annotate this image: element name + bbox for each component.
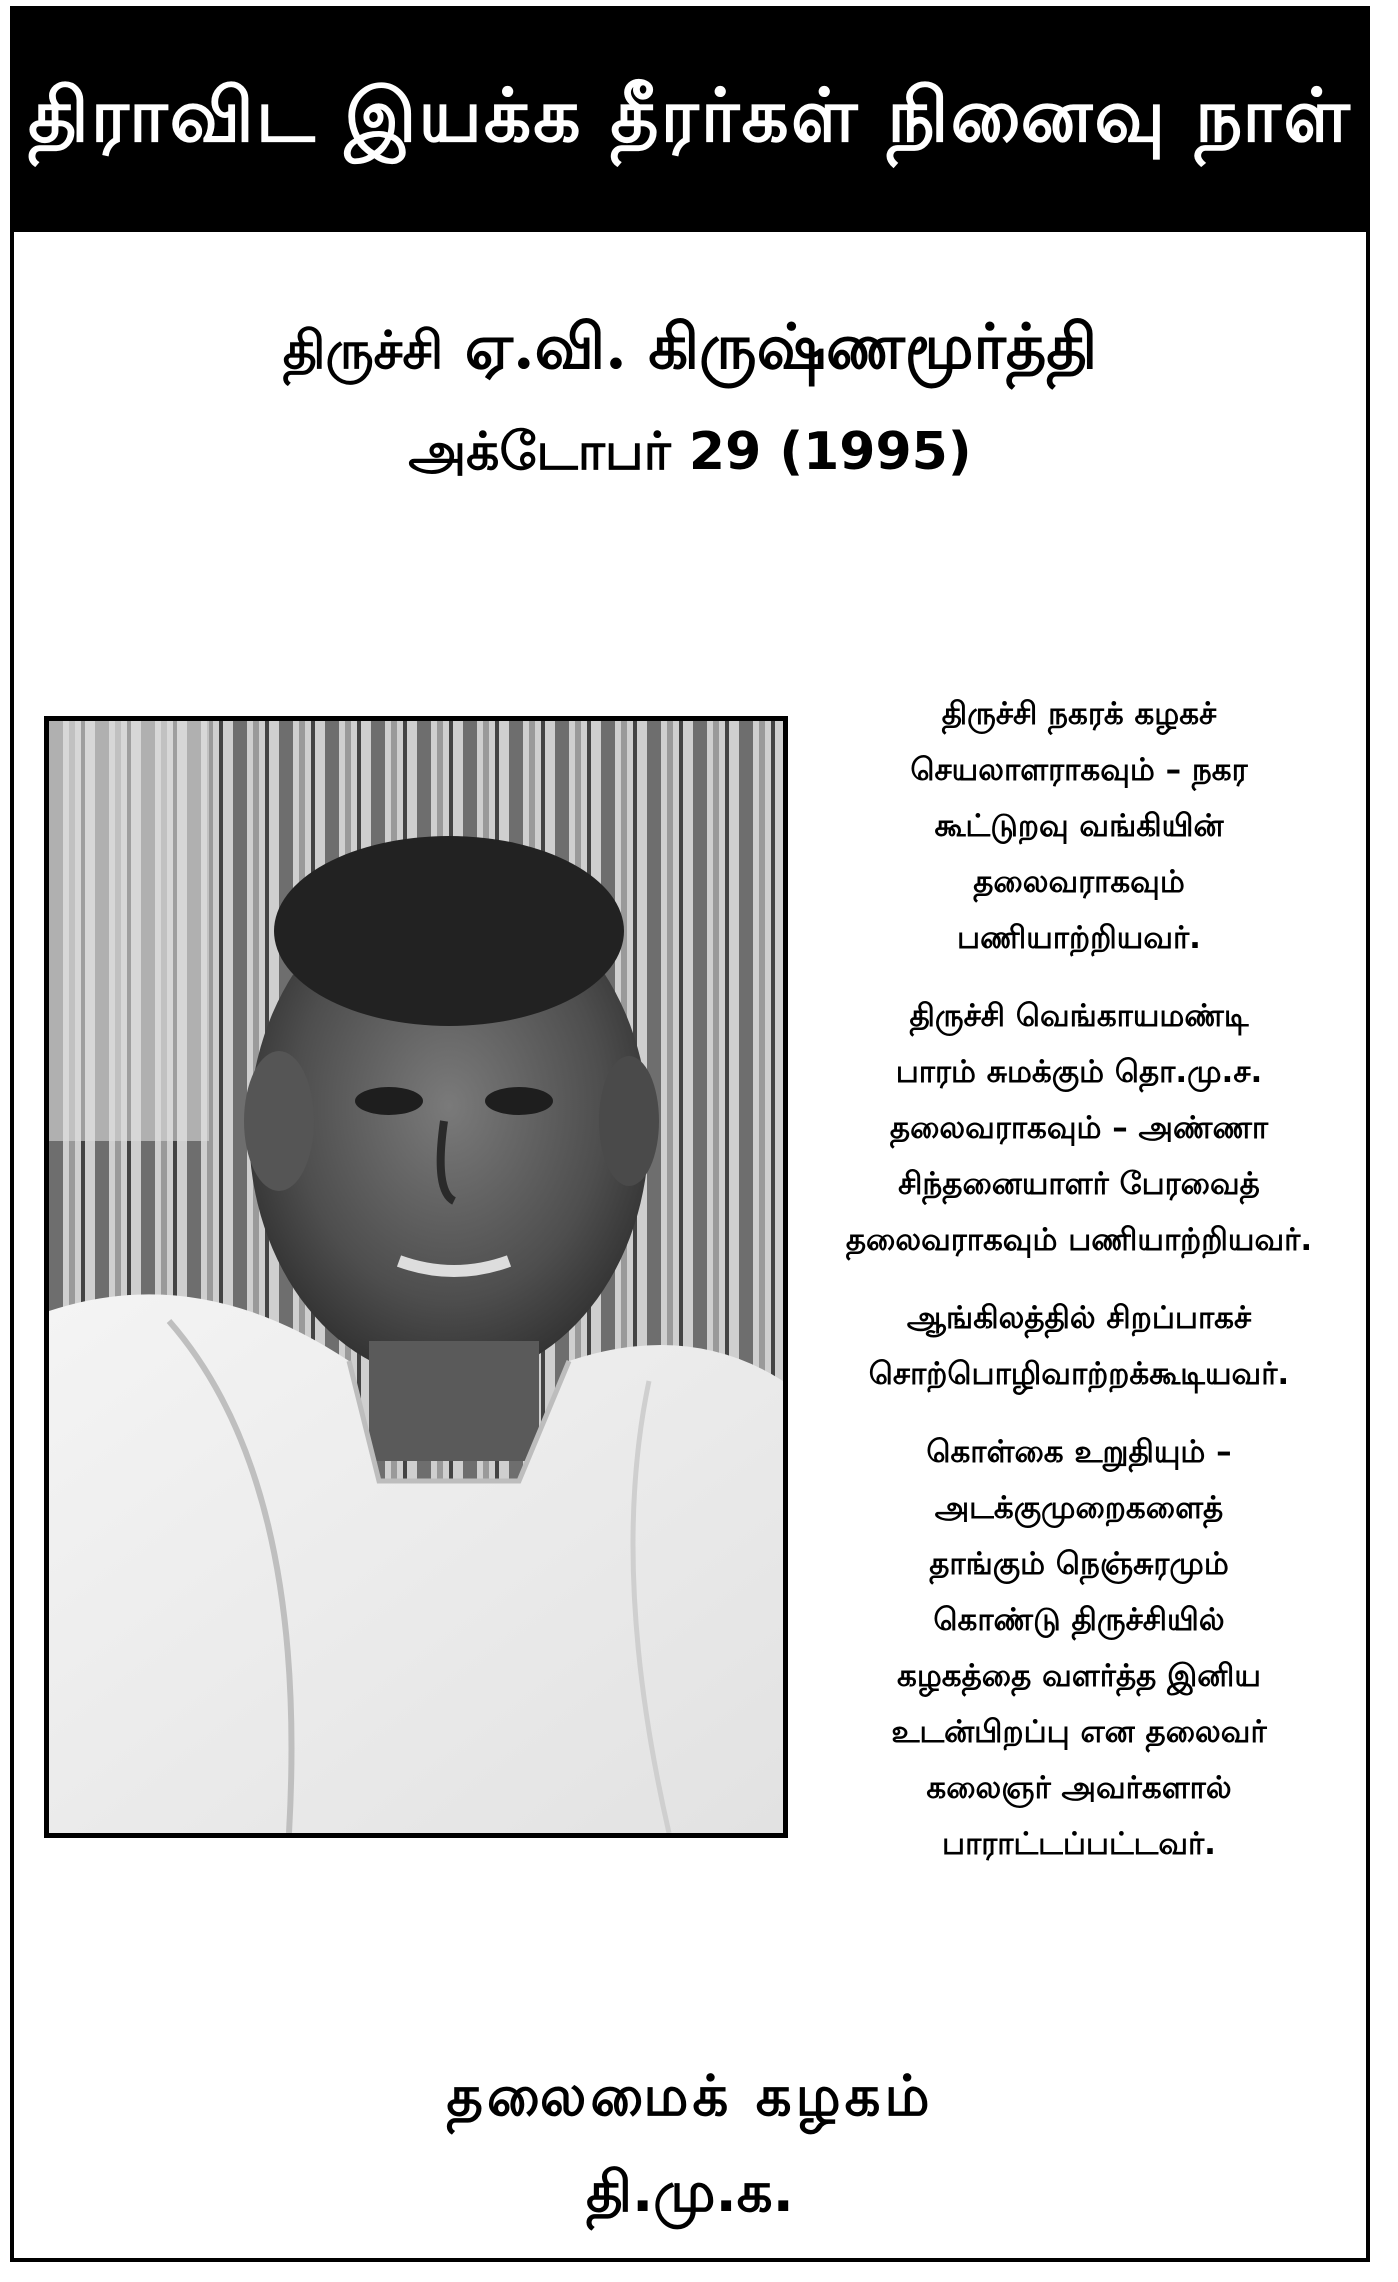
subject-name: ஏ.வி. கிருஷ்ணமூர்த்தி — [464, 310, 1098, 383]
bio-line: கொண்டு திருச்சியில் — [933, 1602, 1225, 1638]
bio-line: செயலாளராகவும் – நகர — [910, 752, 1248, 788]
bio-line: தலைவராகவும் — [973, 864, 1185, 900]
portrait-image — [49, 721, 783, 1833]
bio-line: திருச்சி நகரக் கழகச் — [941, 696, 1217, 732]
bio-line: கலைஞர் அவர்களால் — [926, 1770, 1232, 1806]
bio-line: சிந்தனையாளர் பேரவைத் — [898, 1166, 1260, 1202]
bio-line: பாரம் சுமக்கும் தொ.மு.ச. — [895, 1054, 1263, 1090]
bio-line: கழகத்தை வளர்த்த இனிய — [897, 1658, 1261, 1694]
bio-line: தலைவராகவும் – அண்ணா — [889, 1110, 1269, 1146]
bio-line: திருச்சி வெங்காயமண்டி — [909, 998, 1249, 1034]
biography-text — [794, 686, 1364, 1894]
portrait-photo — [44, 716, 788, 1838]
bio-line: பாராட்டப்பட்டவர். — [942, 1826, 1216, 1862]
issuer-party: தி.மு.க. — [586, 2160, 794, 2225]
bio-paragraph — [794, 1290, 1364, 1402]
bio-line: கூட்டுறவு வங்கியின் — [934, 808, 1224, 844]
bio-line: அடக்குமுறைகளைத் — [934, 1490, 1224, 1526]
subject-name-line — [14, 310, 1366, 392]
memorial-notice — [10, 6, 1370, 2262]
bio-line: ஆங்கிலத்தில் சிறப்பாகச் — [906, 1300, 1252, 1336]
bio-paragraph — [794, 686, 1364, 966]
bio-paragraph — [794, 988, 1364, 1268]
bio-paragraph — [794, 1424, 1364, 1872]
bio-line: தலைவராகவும் பணியாற்றியவர். — [845, 1222, 1313, 1258]
bio-line: உடன்பிறப்பு என தலைவர் — [891, 1714, 1267, 1750]
bio-line: பணியாற்றியவர். — [957, 920, 1201, 956]
bio-line: சொற்பொழிவாற்றக்கூடியவர். — [868, 1356, 1290, 1392]
notice-title: திராவிட இயக்க தீரர்கள் நினைவு நாள் — [28, 73, 1352, 159]
bio-line: கொள்கை உறுதியும் – — [926, 1434, 1232, 1470]
subject-prefix: திருச்சி — [282, 321, 444, 381]
bio-line: தாங்கும் நெஞ்சுரமும் — [929, 1546, 1229, 1582]
memorial-date: அக்டோபர் 29 (1995) — [408, 422, 972, 482]
issuer-office: தலைமைக் கழகம் — [446, 2064, 934, 2129]
header-band — [14, 10, 1366, 232]
